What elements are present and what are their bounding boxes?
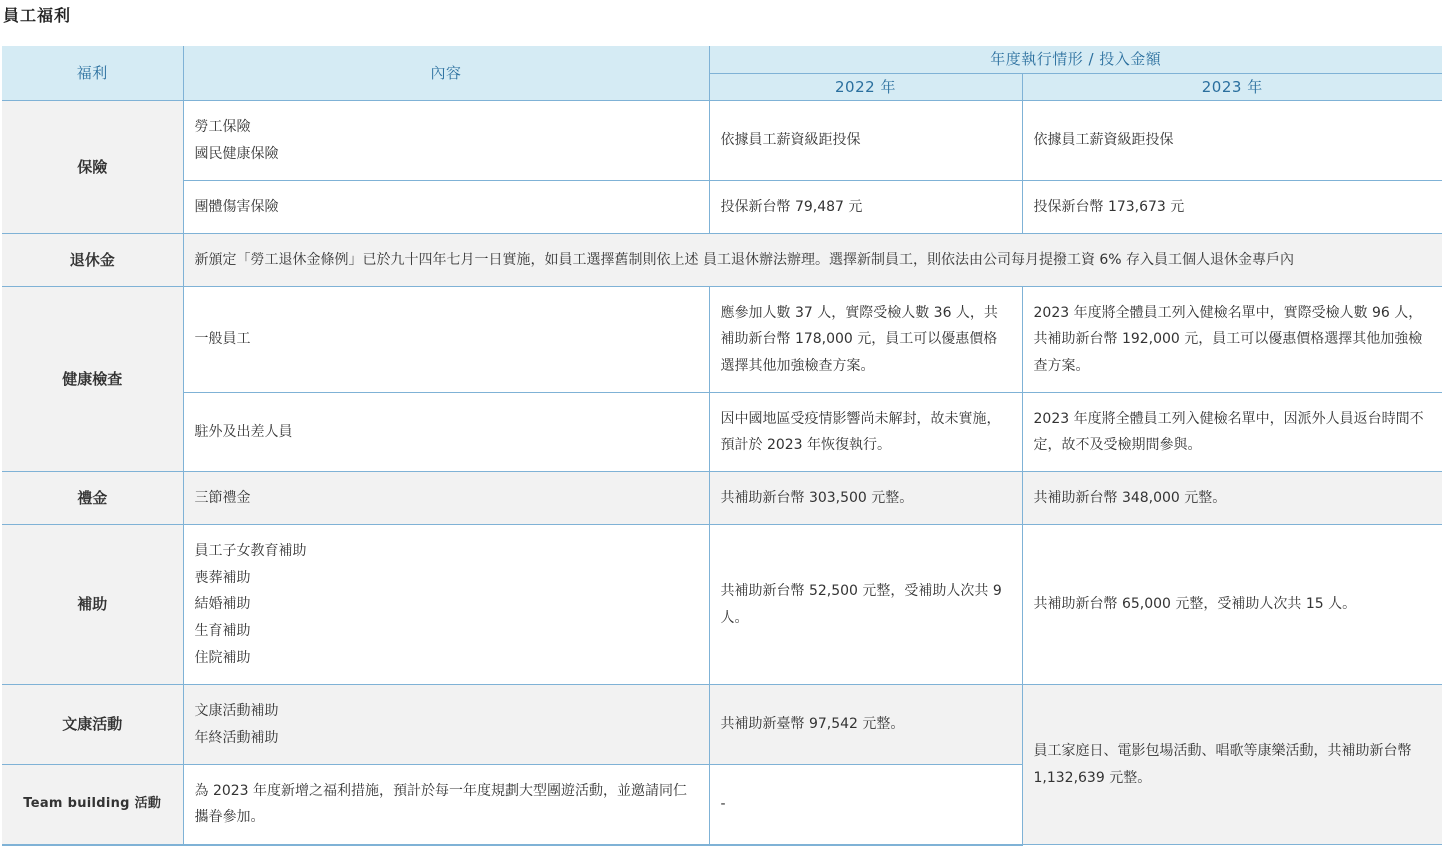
table-row <box>2 101 1442 181</box>
group-accident-2023-cell: 投保新台幣 173,673 元 <box>1022 181 1442 234</box>
group-accident-item: 團體傷害保險 <box>183 181 709 234</box>
subsidy-2023-cell: 共補助新台幣 65,000 元整，受補助人次共 15 人。 <box>1022 525 1442 685</box>
category-gift: 禮金 <box>2 472 183 525</box>
table-row <box>2 685 1442 765</box>
header-benefit: 福利 <box>2 46 183 101</box>
health-general-item: 一般員工 <box>183 287 709 393</box>
group-accident-2022-cell: 投保新台幣 79,487 元 <box>709 181 1022 234</box>
list-item: 結婚補助 <box>194 596 251 613</box>
subsidy-items-cell <box>183 525 709 685</box>
subsidy-2022-cell: 共補助新台幣 52,500 元整，受補助人次共 9 人。 <box>709 525 1022 685</box>
health-general-2022-cell: 應參加人數 37 人，實際受檢人數 36 人，共補助新台幣 178,000 元，員工可以優惠價格選擇其他加強檢查方案。 <box>709 287 1022 393</box>
category-recreation: 文康活動 <box>2 685 183 765</box>
table-row <box>2 287 1442 393</box>
team-building-2022-cell: - <box>709 765 1022 845</box>
gift-item: 三節禮金 <box>183 472 709 525</box>
list-item: 喪葬補助 <box>194 569 251 586</box>
list-item: 國民健康保險 <box>194 145 279 162</box>
pension-text-cell: 新頒定「勞工退休金條例」已於九十四年七月一日實施，如員工選擇舊制則依上述 員工退休辦法辦理。選擇新制員工，則依法由公司每月提撥工資 6% 存入員工個人退休金專戶內 <box>183 234 1442 287</box>
list-item: 勞工保險 <box>194 119 251 136</box>
header-year-2022: 2022 年 <box>709 73 1022 101</box>
insurance-2023-cell: 依據員工薪資級距投保 <box>1022 101 1442 181</box>
list-item: 年終活動補助 <box>194 729 279 746</box>
health-expat-item: 駐外及出差人員 <box>183 393 709 472</box>
table-row <box>2 525 1442 685</box>
gift-2023-cell: 共補助新台幣 348,000 元整。 <box>1022 472 1442 525</box>
recreation-2022-cell: 共補助新臺幣 97,542 元整。 <box>709 685 1022 765</box>
health-expat-2023-cell: 2023 年度將全體員工列入健檢名單中，因派外人員返台時間不定，故不及受檢期間參與。 <box>1022 393 1442 472</box>
table-row <box>2 393 1442 472</box>
header-content: 內容 <box>183 46 709 101</box>
category-subsidy: 補助 <box>2 525 183 685</box>
category-pension: 退休金 <box>2 234 183 287</box>
list-item: 生育補助 <box>194 622 251 639</box>
table-row <box>2 472 1442 525</box>
list-item: 住院補助 <box>194 649 251 666</box>
header-annual-group: 年度執行情形 / 投入金額 <box>709 46 1442 73</box>
category-health-check: 健康檢查 <box>2 287 183 472</box>
table-row <box>2 181 1442 234</box>
page-title: 員工福利 <box>3 6 72 25</box>
team-building-item: 為 2023 年度新增之福利措施，預計於每一年度規劃大型團遊活動，並邀請同仁攜眷參加。 <box>183 765 709 845</box>
health-expat-2022-cell: 因中國地區受疫情影響尚未解封，故未實施，預計於 2023 年恢復執行。 <box>709 393 1022 472</box>
list-item: 員工子女教育補助 <box>194 543 307 560</box>
header-year-2023: 2023 年 <box>1022 73 1442 101</box>
insurance-items-cell <box>183 101 709 181</box>
health-general-2023-cell: 2023 年度將全體員工列入健檢名單中，實際受檢人數 96 人，共補助新台幣 192,000 元，員工可以優惠價格選擇其他加強檢查方案。 <box>1022 287 1442 393</box>
list-item: 文康活動補助 <box>194 703 279 720</box>
category-insurance: 保險 <box>2 101 183 234</box>
recreation-team-2023-cell: 員工家庭日、電影包場活動、唱歌等康樂活動，共補助新台幣 1,132,639 元整。 <box>1022 685 1442 845</box>
insurance-2022-cell: 依據員工薪資級距投保 <box>709 101 1022 181</box>
gift-2022-cell: 共補助新台幣 303,500 元整。 <box>709 472 1022 525</box>
category-team-building: Team building 活動 <box>2 765 183 845</box>
recreation-items-cell <box>183 685 709 765</box>
benefits-table <box>2 46 1442 846</box>
table-row <box>2 234 1442 287</box>
